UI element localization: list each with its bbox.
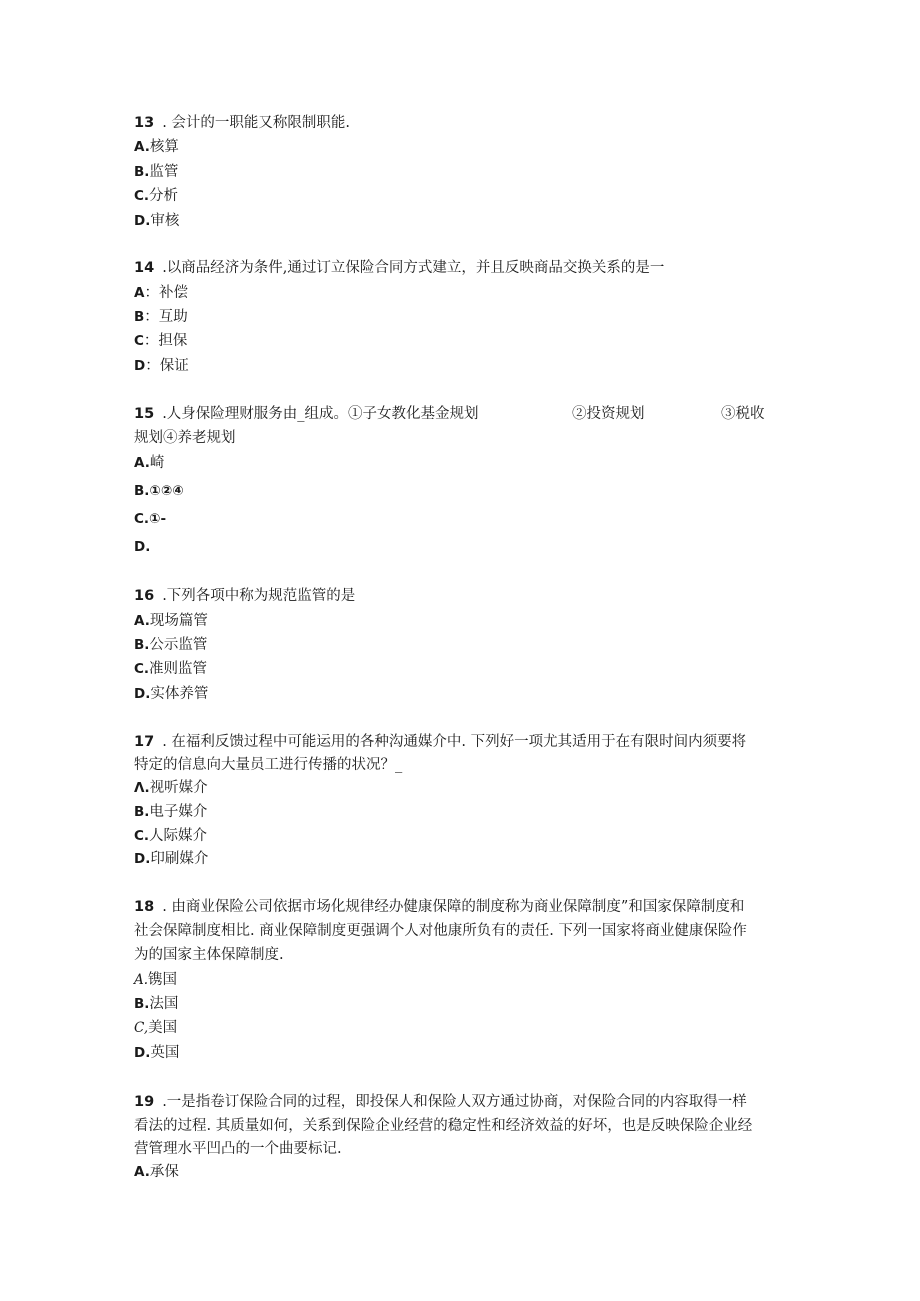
question-number: 16 bbox=[134, 588, 155, 604]
question-number: 19 bbox=[134, 1094, 155, 1110]
option-d: D：保证 bbox=[134, 358, 189, 374]
option-c: C：担保 bbox=[134, 333, 188, 349]
option-c: C.人际媒介 bbox=[134, 828, 208, 844]
option-b: B.监管 bbox=[134, 164, 179, 180]
option-c: C.准则监管 bbox=[134, 661, 208, 677]
option-d: D. bbox=[134, 539, 151, 555]
option-b: B.法国 bbox=[134, 996, 179, 1012]
option-a: A.镌国 bbox=[134, 972, 178, 988]
stem-text-part2: ②投资规划 bbox=[572, 406, 645, 422]
question-stem bbox=[134, 897, 744, 917]
option-b: B.公示监管 bbox=[134, 637, 208, 653]
stem-text-line2: 看法的过程. 其质量如何，关系到保险企业经营的稳定性和经济效益的好坏，也是反映保险企业经 bbox=[134, 1118, 753, 1134]
stem-text: . 由商业保险公司依据市场化规律经办健康保障的制度称为商业保障制度”和国家保障制度和 bbox=[162, 899, 745, 915]
question-number: 13 bbox=[134, 115, 155, 131]
option-c: C.分析 bbox=[134, 188, 179, 204]
question-stem bbox=[134, 1092, 747, 1112]
option-d: D.印刷媒介 bbox=[134, 851, 209, 867]
option-d: D.英国 bbox=[134, 1045, 180, 1061]
option-d: D.审核 bbox=[134, 213, 180, 229]
option-b: B.①②④ bbox=[134, 483, 184, 499]
question-number: 14 bbox=[134, 260, 155, 276]
stem-text-part3: ③税收 bbox=[721, 406, 765, 422]
option-d: D.实体养管 bbox=[134, 686, 209, 702]
question-number: 15 bbox=[134, 406, 155, 422]
option-c: C,美国 bbox=[134, 1020, 178, 1036]
stem-text: .一是指卷订保险合同的过程，即投保人和保险人双方通过协商，对保险合同的内容取得一样 bbox=[162, 1094, 747, 1110]
question-stem bbox=[134, 258, 664, 278]
stem-text: .以商品经济为条件,通过订立保险合同方式建立，并且反映商品交换关系的是一 bbox=[162, 260, 665, 276]
question-stem bbox=[134, 586, 355, 606]
stem-text-line2: 规划④养老规划 bbox=[134, 430, 236, 446]
option-b: B.电子媒介 bbox=[134, 804, 208, 820]
question-stem bbox=[134, 404, 479, 424]
stem-text-line2: 特定的信息向大量员工进行传播的状况？_ bbox=[134, 757, 403, 773]
option-a: A：补偿 bbox=[134, 285, 188, 301]
stem-text: . 在福利反馈过程中可能运用的各种沟通媒介中. 下列好一项尤其适用于在有限时间内须要将 bbox=[162, 734, 747, 750]
option-a: A.承保 bbox=[134, 1164, 179, 1180]
stem-text: .人身保险理财服务由_组成。①子女教化基金规划 bbox=[162, 406, 479, 422]
question-number: 17 bbox=[134, 734, 155, 750]
option-b: B：互助 bbox=[134, 309, 188, 325]
question-stem bbox=[134, 732, 746, 752]
stem-text-line3: 为的国家主体保障制度. bbox=[134, 947, 284, 963]
option-c: C.①- bbox=[134, 511, 167, 527]
stem-text-line3: 营管理水平凹凸的一个曲要标记. bbox=[134, 1141, 342, 1157]
stem-text: .下列各项中称为规范监管的是 bbox=[162, 588, 356, 604]
option-a: Λ.视听媒介 bbox=[134, 780, 208, 796]
stem-text: . 会计的一职能又称限制职能. bbox=[162, 115, 351, 131]
stem-text-line2: 社会保障制度相比. 商业保障制度更强调个人对他康所负有的责任. 下列一国家将商业健康保险作 bbox=[134, 923, 747, 939]
option-a: A.核算 bbox=[134, 139, 179, 155]
question-number: 18 bbox=[134, 899, 155, 915]
option-a: A.崎 bbox=[134, 455, 165, 471]
question-stem bbox=[134, 113, 350, 133]
option-a: A.现场篇管 bbox=[134, 613, 208, 629]
